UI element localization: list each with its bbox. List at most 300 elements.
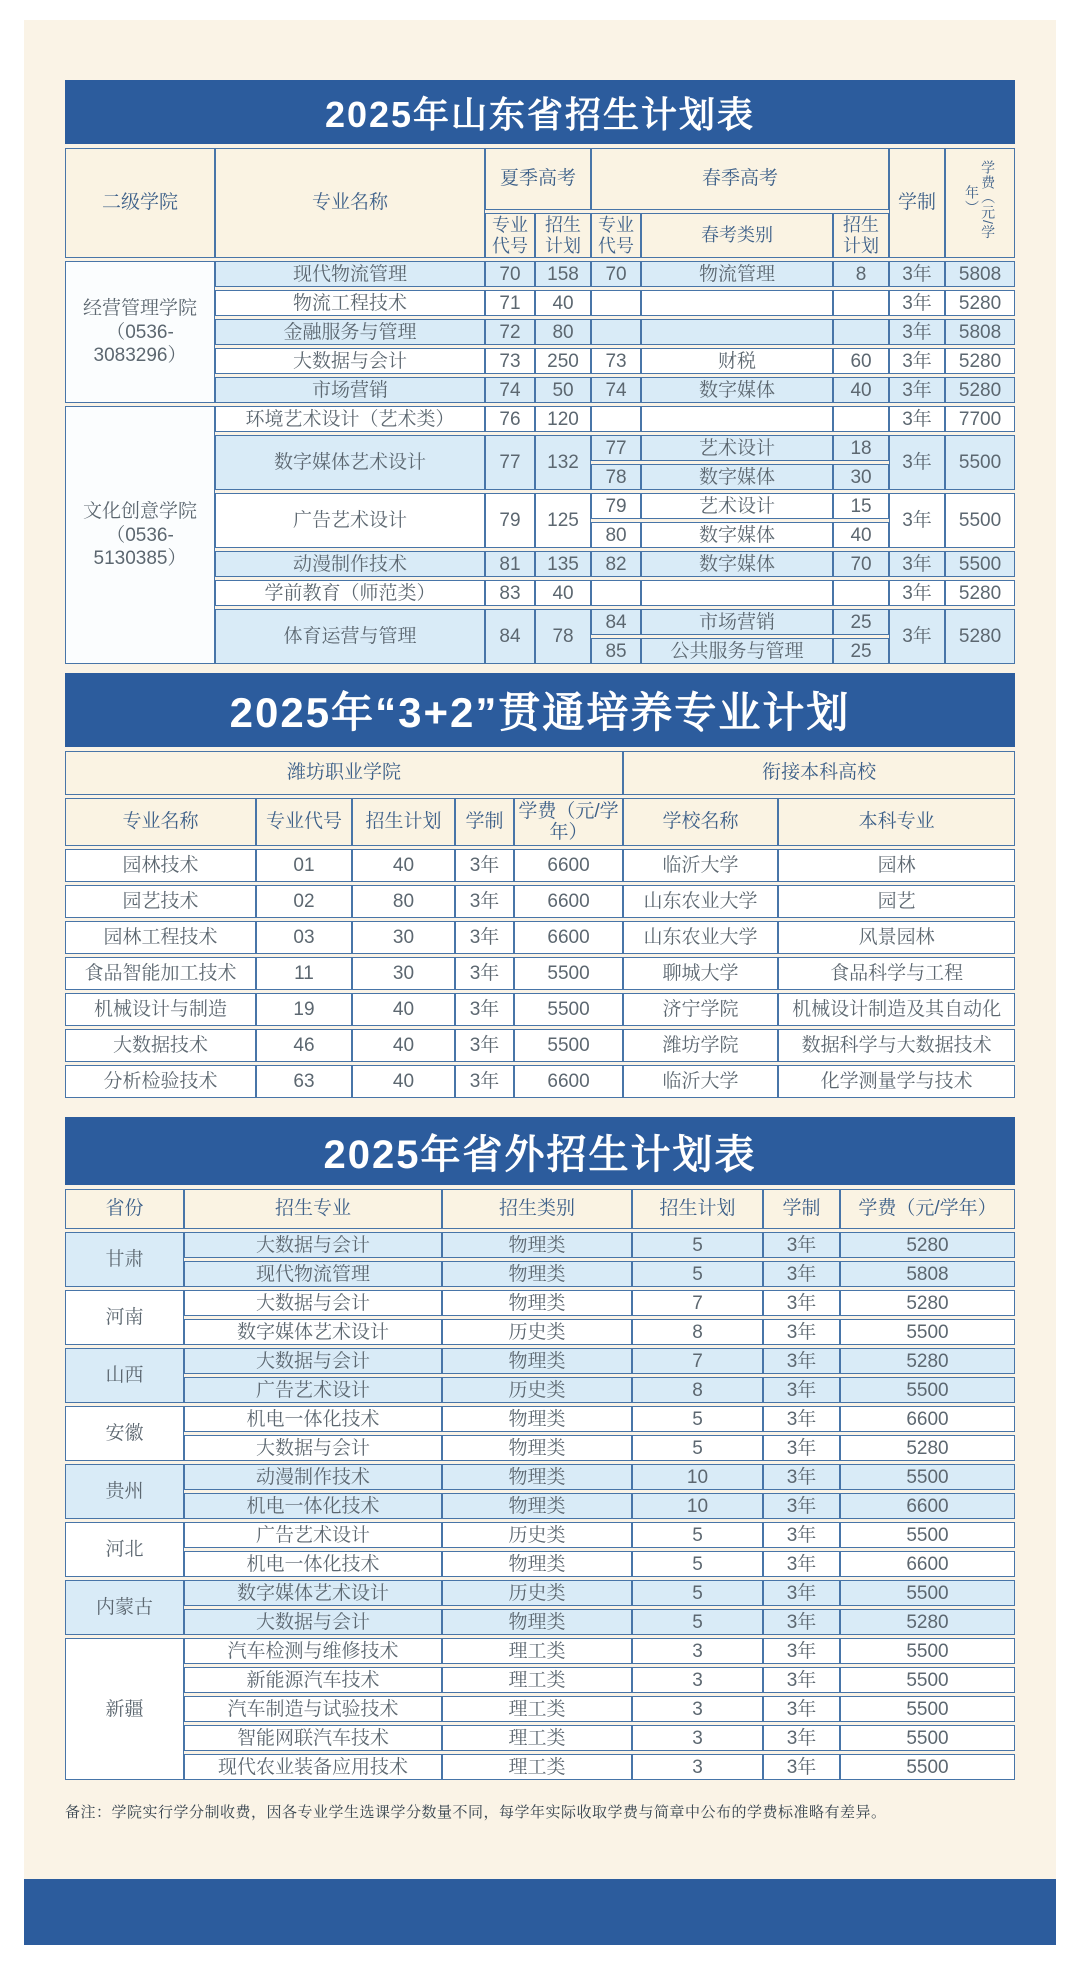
- table-row: [65, 1319, 1015, 1345]
- table-row: [65, 148, 1015, 210]
- years-cell: 3年: [889, 609, 945, 664]
- province-cell: 甘肃: [65, 1232, 184, 1287]
- major-name-cell: 大数据与会计: [184, 1290, 442, 1316]
- plan-cell: 8: [632, 1377, 763, 1403]
- spring-cat-cell: 数字媒体: [641, 377, 833, 403]
- major-name-cell: 现代农业装备应用技术: [184, 1754, 442, 1780]
- out-of-province-table: [65, 1186, 1015, 1783]
- table-row: [65, 261, 1015, 287]
- table-row: [65, 1667, 1015, 1693]
- province-cell: 山西: [65, 1348, 184, 1403]
- content-panel: [24, 20, 1056, 1945]
- col-header-0: 省份: [65, 1189, 184, 1229]
- years-cell: 3年: [763, 1348, 840, 1374]
- major-name-cell: 动漫制作技术: [184, 1464, 442, 1490]
- fee-cell: 5808: [840, 1261, 1015, 1287]
- col-header-6: 本科专业: [778, 798, 1015, 846]
- category-cell: 物理类: [442, 1493, 632, 1519]
- major-name-cell: 金融服务与管理: [215, 319, 485, 345]
- summer-code-cell: 72: [485, 319, 535, 345]
- col-header-3: 招生计划: [632, 1189, 763, 1229]
- three-plus-two-title: 2025年“3+2”贯通培养专业计划: [65, 673, 1015, 747]
- fee-cell: 5280: [945, 580, 1015, 606]
- province-cell: 河南: [65, 1290, 184, 1345]
- years-cell: 3年: [889, 493, 945, 548]
- spring-code-cell: [591, 580, 641, 606]
- table-row: [65, 1377, 1015, 1403]
- spring-cat-cell: [641, 319, 833, 345]
- major-name-cell: 大数据与会计: [184, 1435, 442, 1461]
- table-row: [65, 1348, 1015, 1374]
- summer-plan-cell: 125: [535, 493, 591, 548]
- category-cell: 历史类: [442, 1580, 632, 1606]
- summer-code-cell: 71: [485, 290, 535, 316]
- spring-plan-cell: 40: [833, 522, 889, 548]
- fee-cell: 5500: [945, 493, 1015, 548]
- spring-code-cell: [591, 290, 641, 316]
- major-name-cell: 汽车制造与试验技术: [184, 1696, 442, 1722]
- category-cell: 物理类: [442, 1406, 632, 1432]
- col-header-2: 招生类别: [442, 1189, 632, 1229]
- col-header-years: 学制: [889, 148, 945, 258]
- years-cell: 3年: [455, 921, 514, 954]
- summer-code-cell: 76: [485, 406, 535, 432]
- college-name: 经营管理学院: [82, 297, 197, 319]
- footnote: 备注：学院实行学分制收费，因各专业学生选课学分数量不同，每学年实际收取学费与简章中公布的学费标准略有差异。: [65, 1804, 887, 1822]
- years-cell: 3年: [763, 1580, 840, 1606]
- province-cell: 贵州: [65, 1464, 184, 1519]
- bachelor-major-cell: 食品科学与工程: [778, 957, 1015, 990]
- table-row: [65, 1290, 1015, 1316]
- major-name-cell: 大数据与会计: [184, 1609, 442, 1635]
- fee-cell: 5500: [945, 435, 1015, 490]
- college-cell: [65, 406, 215, 664]
- major-name-cell: 环境艺术设计（艺术类）: [215, 406, 485, 432]
- table-row: [65, 751, 1015, 795]
- category-cell: 历史类: [442, 1319, 632, 1345]
- col-header-4: 学制: [763, 1189, 840, 1229]
- fee-cell: 5280: [945, 348, 1015, 374]
- plan-cell: 40: [352, 1029, 455, 1062]
- summer-plan-cell: 78: [535, 609, 591, 664]
- fee-cell: 6600: [840, 1406, 1015, 1432]
- fee-cell: 5500: [514, 993, 623, 1026]
- spring-cat-cell: 数字媒体: [641, 551, 833, 577]
- major-name-cell: 广告艺术设计: [215, 493, 485, 548]
- major-name-cell: 数字媒体艺术设计: [184, 1580, 442, 1606]
- col-subheader-spring-plan: 招生计划: [833, 213, 889, 258]
- spring-code-cell: 82: [591, 551, 641, 577]
- shandong-plan-title: 2025年山东省招生计划表: [65, 80, 1015, 144]
- province-cell: 安徽: [65, 1406, 184, 1461]
- major-name-cell: 机械设计与制造: [65, 993, 256, 1026]
- fee-cell: 5280: [945, 290, 1015, 316]
- table-row: [65, 1580, 1015, 1606]
- major-name-cell: 数字媒体艺术设计: [184, 1319, 442, 1345]
- college-phone: （0536-3083296）: [93, 321, 187, 367]
- plan-cell: 5: [632, 1261, 763, 1287]
- plan-cell: 5: [632, 1435, 763, 1461]
- summer-code-cell: 79: [485, 493, 535, 548]
- table-row: [65, 1696, 1015, 1722]
- years-cell: 3年: [763, 1435, 840, 1461]
- spring-plan-cell: 70: [833, 551, 889, 577]
- years-cell: 3年: [889, 319, 945, 345]
- plan-cell: 5: [632, 1551, 763, 1577]
- plan-cell: 5: [632, 1522, 763, 1548]
- spring-code-cell: 70: [591, 261, 641, 287]
- major-name-cell: 汽车检测与维修技术: [184, 1638, 442, 1664]
- fee-cell: 5280: [840, 1435, 1015, 1461]
- table-row: [65, 957, 1015, 990]
- col-subheader-summer-code: 专业代号: [485, 213, 535, 258]
- plan-cell: 3: [632, 1725, 763, 1751]
- years-cell: 3年: [889, 377, 945, 403]
- years-cell: 3年: [763, 1406, 840, 1432]
- spring-plan-cell: [833, 580, 889, 606]
- fee-cell: 6600: [840, 1493, 1015, 1519]
- category-cell: 历史类: [442, 1522, 632, 1548]
- spring-plan-cell: [833, 406, 889, 432]
- spring-plan-cell: 18: [833, 435, 889, 461]
- years-cell: 3年: [763, 1261, 840, 1287]
- fee-cell: 5500: [514, 957, 623, 990]
- fee-cell: 5808: [945, 261, 1015, 287]
- table-row: [65, 849, 1015, 882]
- spring-code-cell: [591, 319, 641, 345]
- col-header-5: 学校名称: [623, 798, 778, 846]
- fee-cell: 5500: [840, 1377, 1015, 1403]
- table-row: [65, 406, 1015, 432]
- spring-plan-cell: 60: [833, 348, 889, 374]
- fee-cell: 5500: [840, 1464, 1015, 1490]
- plan-cell: 3: [632, 1754, 763, 1780]
- major-name-cell: 学前教育（师范类）: [215, 580, 485, 606]
- summer-plan-cell: 120: [535, 406, 591, 432]
- years-cell: 3年: [889, 406, 945, 432]
- major-code-cell: 01: [256, 849, 352, 882]
- years-cell: 3年: [763, 1609, 840, 1635]
- col-header-major: 专业名称: [215, 148, 485, 258]
- spring-cat-cell: 艺术设计: [641, 493, 833, 519]
- major-name-cell: 大数据技术: [65, 1029, 256, 1062]
- spring-code-cell: [591, 406, 641, 432]
- category-cell: 理工类: [442, 1638, 632, 1664]
- plan-cell: 30: [352, 921, 455, 954]
- fee-cell: 5500: [840, 1580, 1015, 1606]
- out-of-province-title: 2025年省外招生计划表: [65, 1117, 1015, 1185]
- plan-cell: 3: [632, 1667, 763, 1693]
- years-cell: 3年: [763, 1551, 840, 1577]
- summer-code-cell: 83: [485, 580, 535, 606]
- fee-cell: 5280: [840, 1609, 1015, 1635]
- major-name-cell: 广告艺术设计: [184, 1522, 442, 1548]
- table-row: [65, 1065, 1015, 1098]
- major-code-cell: 11: [256, 957, 352, 990]
- table-row: [65, 1522, 1015, 1548]
- plan-cell: 80: [352, 885, 455, 918]
- fee-cell: 5500: [840, 1696, 1015, 1722]
- summer-plan-cell: 40: [535, 580, 591, 606]
- fee-cell: 6600: [840, 1551, 1015, 1577]
- summer-plan-cell: 50: [535, 377, 591, 403]
- major-name-cell: 机电一体化技术: [184, 1406, 442, 1432]
- spring-code-cell: 78: [591, 464, 641, 490]
- summer-plan-cell: 250: [535, 348, 591, 374]
- university-cell: 临沂大学: [623, 849, 778, 882]
- table-row: [65, 1609, 1015, 1635]
- major-code-cell: 63: [256, 1065, 352, 1098]
- years-cell: 3年: [763, 1522, 840, 1548]
- group-header-linked-university: 衔接本科高校: [623, 751, 1015, 795]
- major-name-cell: 动漫制作技术: [215, 551, 485, 577]
- spring-cat-cell: 市场营销: [641, 609, 833, 635]
- plan-cell: 7: [632, 1290, 763, 1316]
- university-cell: 潍坊学院: [623, 1029, 778, 1062]
- years-cell: 3年: [763, 1667, 840, 1693]
- spring-cat-cell: [641, 290, 833, 316]
- major-name-cell: 机电一体化技术: [184, 1551, 442, 1577]
- major-name-cell: 分析检验技术: [65, 1065, 256, 1098]
- years-cell: 3年: [763, 1493, 840, 1519]
- table-row: [65, 1464, 1015, 1490]
- fee-cell: 5280: [840, 1232, 1015, 1258]
- table-row: [65, 885, 1015, 918]
- fee-cell: 5500: [945, 551, 1015, 577]
- summer-plan-cell: 132: [535, 435, 591, 490]
- table-row: [65, 1435, 1015, 1461]
- years-cell: 3年: [763, 1638, 840, 1664]
- years-cell: 3年: [889, 261, 945, 287]
- table-row: [65, 1261, 1015, 1287]
- summer-code-cell: 77: [485, 435, 535, 490]
- category-cell: 理工类: [442, 1696, 632, 1722]
- years-cell: 3年: [763, 1725, 840, 1751]
- fee-cell: 5280: [945, 377, 1015, 403]
- major-name-cell: 体育运营与管理: [215, 609, 485, 664]
- category-cell: 历史类: [442, 1377, 632, 1403]
- spring-plan-cell: 30: [833, 464, 889, 490]
- years-cell: 3年: [455, 957, 514, 990]
- table-row: [65, 1189, 1015, 1229]
- bachelor-major-cell: 园艺: [778, 885, 1015, 918]
- spring-plan-cell: [833, 290, 889, 316]
- table-row: [65, 1725, 1015, 1751]
- major-name-cell: 市场营销: [215, 377, 485, 403]
- spring-cat-cell: 数字媒体: [641, 464, 833, 490]
- province-cell: 内蒙古: [65, 1580, 184, 1635]
- spring-plan-cell: 8: [833, 261, 889, 287]
- col-header-1: 招生专业: [184, 1189, 442, 1229]
- summer-code-cell: 81: [485, 551, 535, 577]
- years-cell: 3年: [889, 290, 945, 316]
- fee-cell: 5500: [514, 1029, 623, 1062]
- years-cell: 3年: [763, 1232, 840, 1258]
- category-cell: 物理类: [442, 1435, 632, 1461]
- spring-cat-cell: 物流管理: [641, 261, 833, 287]
- plan-cell: 8: [632, 1319, 763, 1345]
- plan-cell: 7: [632, 1348, 763, 1374]
- spring-code-cell: 73: [591, 348, 641, 374]
- table-row: [65, 921, 1015, 954]
- major-name-cell: 新能源汽车技术: [184, 1667, 442, 1693]
- major-name-cell: 食品智能加工技术: [65, 957, 256, 990]
- col-header-summer-gaokao: 夏季高考: [485, 148, 591, 210]
- college-cell: [65, 261, 215, 403]
- major-name-cell: 大数据与会计: [184, 1348, 442, 1374]
- table-row: [65, 1493, 1015, 1519]
- years-cell: 3年: [763, 1464, 840, 1490]
- spring-code-cell: 85: [591, 638, 641, 664]
- plan-cell: 10: [632, 1464, 763, 1490]
- years-cell: 3年: [455, 849, 514, 882]
- province-cell: 河北: [65, 1522, 184, 1577]
- spring-code-cell: 74: [591, 377, 641, 403]
- major-name-cell: 园艺技术: [65, 885, 256, 918]
- major-code-cell: 19: [256, 993, 352, 1026]
- fee-cell: 6600: [514, 1065, 623, 1098]
- category-cell: 理工类: [442, 1725, 632, 1751]
- years-cell: 3年: [763, 1377, 840, 1403]
- years-cell: 3年: [455, 1065, 514, 1098]
- category-cell: 物理类: [442, 1348, 632, 1374]
- table-row: [65, 798, 1015, 846]
- fee-cell: 5280: [840, 1348, 1015, 1374]
- category-cell: 理工类: [442, 1667, 632, 1693]
- col-header-1: 专业代号: [256, 798, 352, 846]
- university-cell: 山东农业大学: [623, 921, 778, 954]
- years-cell: 3年: [763, 1696, 840, 1722]
- three-plus-two-table: [65, 748, 1015, 1101]
- table-row: [65, 1551, 1015, 1577]
- plan-cell: 40: [352, 849, 455, 882]
- category-cell: 物理类: [442, 1551, 632, 1577]
- plan-cell: 40: [352, 1065, 455, 1098]
- summer-code-cell: 73: [485, 348, 535, 374]
- footer-band: [24, 1879, 1056, 1945]
- col-subheader-spring-cat: 春考类别: [641, 213, 833, 258]
- years-cell: 3年: [455, 885, 514, 918]
- university-cell: 山东农业大学: [623, 885, 778, 918]
- years-cell: 3年: [763, 1290, 840, 1316]
- col-subheader-spring-code: 专业代号: [591, 213, 641, 258]
- years-cell: 3年: [889, 435, 945, 490]
- spring-cat-cell: 数字媒体: [641, 522, 833, 548]
- major-code-cell: 02: [256, 885, 352, 918]
- spring-code-cell: 80: [591, 522, 641, 548]
- col-subheader-summer-plan: 招生计划: [535, 213, 591, 258]
- years-cell: 3年: [455, 993, 514, 1026]
- category-cell: 物理类: [442, 1609, 632, 1635]
- fee-cell: 5280: [840, 1290, 1015, 1316]
- fee-cell: 7700: [945, 406, 1015, 432]
- category-cell: 物理类: [442, 1464, 632, 1490]
- fee-cell: 5500: [840, 1522, 1015, 1548]
- col-header-3: 学制: [455, 798, 514, 846]
- summer-plan-cell: 40: [535, 290, 591, 316]
- major-name-cell: 大数据与会计: [215, 348, 485, 374]
- bachelor-major-cell: 机械设计制造及其自动化: [778, 993, 1015, 1026]
- spring-cat-cell: [641, 580, 833, 606]
- years-cell: 3年: [763, 1754, 840, 1780]
- spring-cat-cell: 艺术设计: [641, 435, 833, 461]
- category-cell: 理工类: [442, 1754, 632, 1780]
- fee-cell: 5280: [945, 609, 1015, 664]
- major-name-cell: 智能网联汽车技术: [184, 1725, 442, 1751]
- fee-cell: 6600: [514, 849, 623, 882]
- spring-code-cell: 79: [591, 493, 641, 519]
- college-phone: （0536-5130385）: [93, 524, 187, 570]
- spring-code-cell: 77: [591, 435, 641, 461]
- col-header-2: 招生计划: [352, 798, 455, 846]
- table-row: [65, 993, 1015, 1026]
- fee-cell: 6600: [514, 885, 623, 918]
- spring-cat-cell: 财税: [641, 348, 833, 374]
- spring-plan-cell: [833, 319, 889, 345]
- summer-code-cell: 74: [485, 377, 535, 403]
- major-name-cell: 机电一体化技术: [184, 1493, 442, 1519]
- summer-code-cell: 70: [485, 261, 535, 287]
- table-row: [65, 1638, 1015, 1664]
- major-name-cell: 现代物流管理: [184, 1261, 442, 1287]
- col-header-fee: [945, 148, 1015, 258]
- spring-plan-cell: 25: [833, 638, 889, 664]
- category-cell: 物理类: [442, 1290, 632, 1316]
- years-cell: 3年: [763, 1319, 840, 1345]
- summer-code-cell: 84: [485, 609, 535, 664]
- spring-code-cell: 84: [591, 609, 641, 635]
- col-header-4: 学费（元/学年）: [514, 798, 623, 846]
- bachelor-major-cell: 化学测量学与技术: [778, 1065, 1015, 1098]
- table-row: [65, 1029, 1015, 1062]
- major-name-cell: 物流工程技术: [215, 290, 485, 316]
- province-cell: 新疆: [65, 1638, 184, 1780]
- fee-cell: 5500: [840, 1638, 1015, 1664]
- summer-plan-cell: 80: [535, 319, 591, 345]
- spring-cat-cell: [641, 406, 833, 432]
- fee-cell: 5808: [945, 319, 1015, 345]
- fee-cell: 5500: [840, 1725, 1015, 1751]
- category-cell: 物理类: [442, 1232, 632, 1258]
- shandong-plan-table: [65, 145, 1015, 667]
- table-row: [65, 1754, 1015, 1780]
- major-code-cell: 46: [256, 1029, 352, 1062]
- plan-cell: 5: [632, 1232, 763, 1258]
- university-cell: 聊城大学: [623, 957, 778, 990]
- summer-plan-cell: 158: [535, 261, 591, 287]
- plan-cell: 3: [632, 1696, 763, 1722]
- content-inner: [24, 20, 1056, 1822]
- summer-plan-cell: 135: [535, 551, 591, 577]
- major-name-cell: 广告艺术设计: [184, 1377, 442, 1403]
- bachelor-major-cell: 风景园林: [778, 921, 1015, 954]
- col-header-college: 二级学院: [65, 148, 215, 258]
- years-cell: 3年: [889, 551, 945, 577]
- plan-cell: 5: [632, 1609, 763, 1635]
- fee-cell: 5500: [840, 1754, 1015, 1780]
- spring-plan-cell: 15: [833, 493, 889, 519]
- plan-cell: 40: [352, 993, 455, 1026]
- major-name-cell: 大数据与会计: [184, 1232, 442, 1258]
- plan-cell: 5: [632, 1580, 763, 1606]
- bachelor-major-cell: 园林: [778, 849, 1015, 882]
- plan-cell: 5: [632, 1406, 763, 1432]
- spring-cat-cell: 公共服务与管理: [641, 638, 833, 664]
- group-header-weifang-college: 潍坊职业学院: [65, 751, 623, 795]
- table-row: [65, 1406, 1015, 1432]
- years-cell: 3年: [889, 348, 945, 374]
- plan-cell: 10: [632, 1493, 763, 1519]
